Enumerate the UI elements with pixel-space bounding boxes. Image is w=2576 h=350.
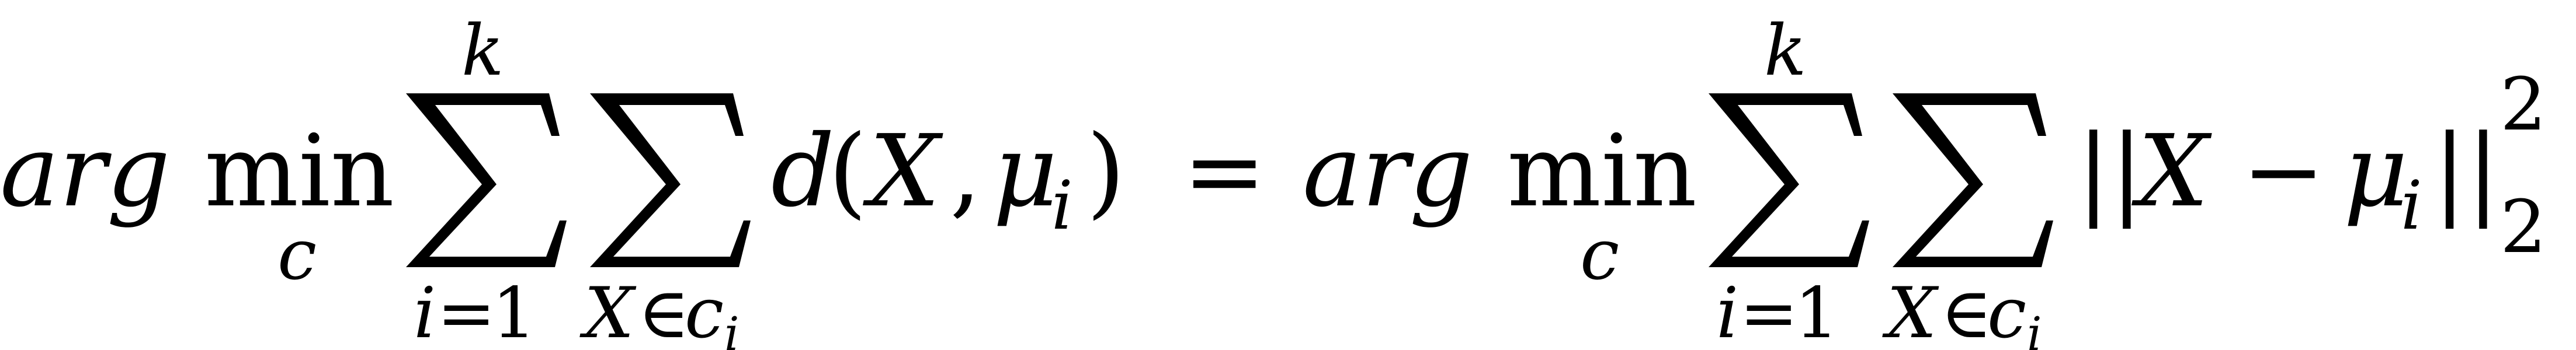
rhs-var-mu-subscript: i [2401, 167, 2422, 245]
rhs-var-x: X [2138, 114, 2209, 229]
lhs-sum1-lower-eq: = [437, 273, 496, 350]
lhs-sum2-lower-var: X [584, 273, 634, 350]
rhs-norm-subscript: 2 [2500, 185, 2547, 270]
lhs-open-paren: ( [828, 114, 867, 229]
lhs-arg-x: X [869, 114, 940, 229]
lhs-arg: arg [0, 114, 171, 229]
rhs-sum2-lower-set-sub: i [2027, 307, 2042, 350]
rhs-sum2-lower-in: ∈ [1940, 273, 1992, 350]
lhs-sum1-upper-limit: k [461, 10, 504, 92]
lhs-close-paren: ) [1086, 114, 1126, 229]
rhs-sum1-upper-limit: k [1764, 10, 1807, 92]
lhs-arg-mu-subscript: i [1051, 167, 1073, 245]
lhs-sum2-sigma-icon [590, 93, 751, 267]
rhs-minus-sign: − [2242, 114, 2325, 229]
lhs-sum1-sigma-icon [406, 93, 567, 267]
equals-sign: = [1183, 114, 1266, 229]
rhs-norm-superscript: 2 [2500, 62, 2547, 147]
rhs-min-operator: min [1507, 114, 1697, 229]
lhs-comma: , [950, 114, 982, 229]
rhs-norm-open: || [2077, 114, 2144, 229]
rhs-sum2-lower-var: X [1887, 273, 1937, 350]
lhs-sum2-lower-set: c [685, 273, 724, 350]
rhs-min-subscript: c [1580, 215, 1620, 296]
lhs-distance-fn: d [771, 114, 835, 229]
lhs-sum2-lower-set-sub: i [724, 307, 740, 350]
rhs-norm-close: || [2433, 114, 2500, 229]
rhs-var-mu: μ [2344, 114, 2408, 229]
lhs-min-subscript: c [277, 215, 317, 296]
rhs-sum2-lower-set: c [1987, 273, 2027, 350]
rhs-arg: arg [1303, 114, 1473, 229]
lhs-sum1-lower-var: i [414, 273, 436, 350]
rhs-sum1-lower-var: i [1716, 273, 1739, 350]
lhs-arg-mu: μ [993, 114, 1058, 229]
lhs-min-operator: min [204, 114, 395, 229]
rhs-sum2-sigma-icon [1893, 93, 2053, 267]
lhs-sum2-lower-in: ∈ [638, 273, 690, 350]
rhs-sum1-lower-val: 1 [1794, 273, 1839, 350]
rhs-sum1-lower-eq: = [1740, 273, 1799, 350]
rhs-sum1-sigma-icon [1709, 93, 1869, 267]
lhs-sum1-lower-val: 1 [492, 273, 537, 350]
